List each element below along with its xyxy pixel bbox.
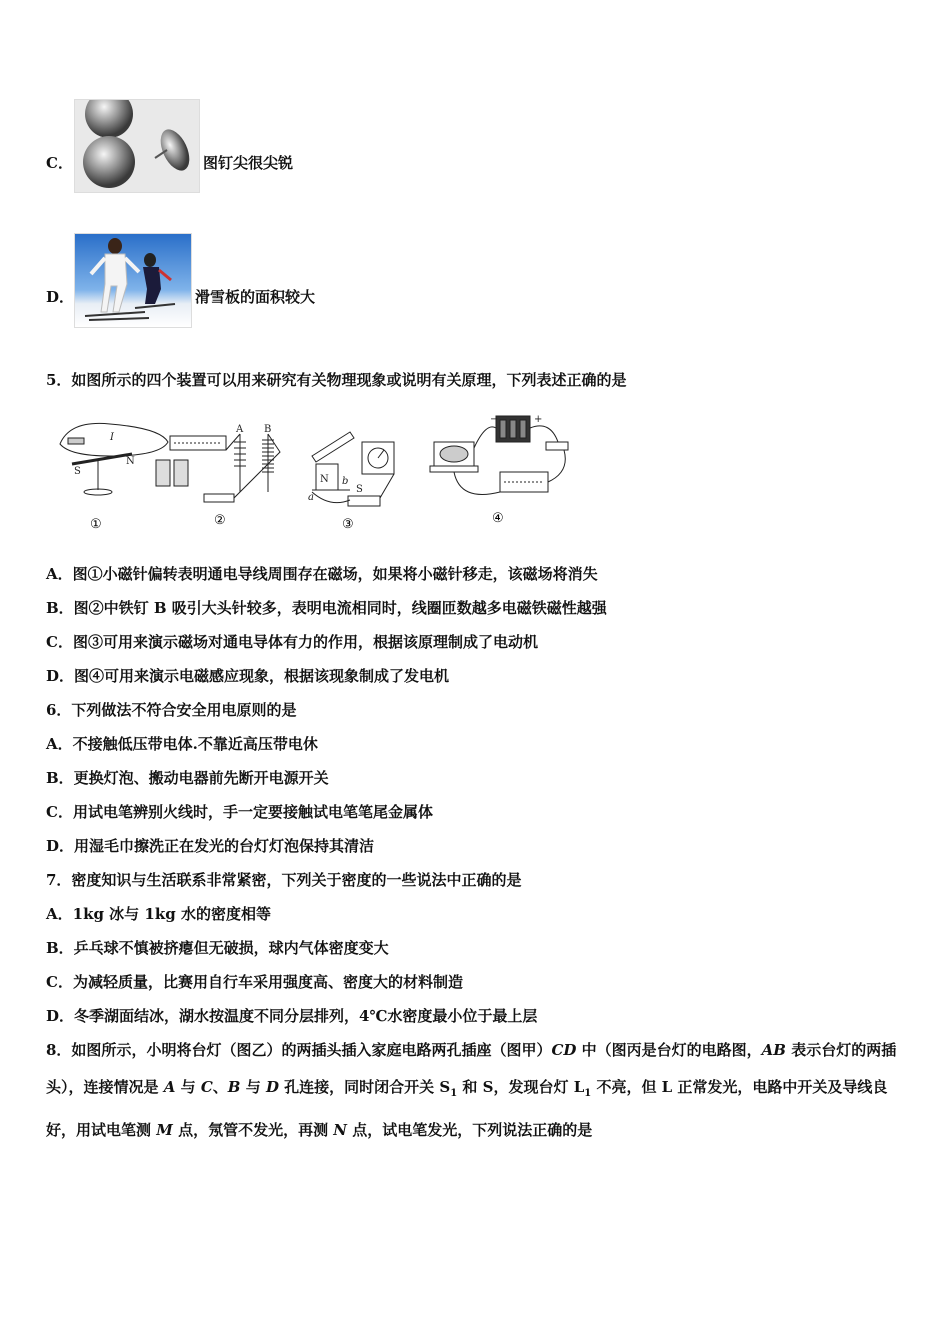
q6-option-c: C．用试电笔辨别火线时，手一定要接触试电笔笔尾金属体 (46, 803, 433, 821)
q7-option-a: A．1kg 冰与 1kg 水的密度相等 (46, 905, 271, 923)
skier-photo (74, 233, 192, 328)
q6-option-b: B．更换灯泡、搬动电器前先断开电源开关 (46, 769, 329, 787)
figure-4-motor (430, 414, 568, 495)
q6-option-a: A．不接触低压带电体.不靠近高压带电休 (46, 735, 318, 753)
fig4-label-minus: − (490, 414, 499, 425)
q5-option-b: B．图②中铁钉 B 吸引大头针较多，表明电流相同时，线圈匝数越多电磁铁磁性越强 (46, 599, 607, 617)
fig1-label-s: S (74, 466, 81, 477)
fig2-label-b: B (264, 424, 272, 435)
option-d-text: 滑雪板的面积较大 (195, 288, 316, 306)
q8-stem: 8．如图所示，小明将台灯（图乙）的两插头插入家庭电路两孔插座（图甲）CD 中（图丙是台灯的电路图，AB 表示台灯的两插头），连接情况是 A 与 C、B 与 D 孔连接，同时闭合开关 $S_1$ 和 S，发现台灯 $L_1$ 不亮，但 L 正常发光，电路中开关及导线良好，用试电笔测 M 点，氖管不发光，再测 N 点，试电笔发光，下列说法正确的是 (46, 1041, 897, 1139)
fig1-label-n: N (126, 456, 135, 467)
q6-stem: 6．下列做法不符合安全用电原则的是 (46, 701, 297, 719)
option-c-text: 图钉尖很尖锐 (203, 154, 294, 172)
fig2-label-a: A (236, 424, 244, 435)
q5-option-d: D．图④可用来演示电磁感应现象，根据该现象制成了发电机 (46, 667, 450, 685)
q5-option-a: A．图①小磁针偏转表明通电导线周围存在磁场，如果将小磁针移走，该磁场将消失 (46, 565, 598, 583)
fig3-caption: ③ (342, 517, 354, 532)
figure-1-oersted (60, 423, 168, 495)
fig4-label-plus: + (534, 414, 543, 425)
q6-option-d: D．用湿毛巾擦洗正在发光的台灯灯泡保持其清洁 (46, 837, 375, 855)
fig1-label-i: I (110, 432, 114, 443)
q7-option-b: B．乒乓球不慎被挤瘪但无破损，球内气体密度变大 (46, 939, 389, 957)
q7-stem: 7．密度知识与生活联系非常紧密，下列关于密度的一些说法中正确的是 (46, 871, 522, 889)
q5-figures (50, 412, 590, 537)
fig3-label-n: N (320, 474, 329, 485)
option-c-label: C． (46, 154, 73, 172)
q7-option-d: D．冬季湖面结冰，湖水按温度不同分层排列，4℃水密度最小位于最上层 (46, 1007, 538, 1025)
q7-option-c: C．为减轻质量，比赛用自行车采用强度高、密度大的材料制造 (46, 973, 463, 991)
fig4-caption: ④ (492, 511, 504, 526)
figure-3-conductor-in-field (308, 432, 394, 506)
fig2-caption: ② (214, 513, 226, 528)
fig1-caption: ① (90, 517, 102, 532)
fig3-label-a: a (308, 492, 314, 503)
fig3-label-b: b (342, 476, 349, 487)
thumbtack-photo (74, 99, 200, 193)
q5-stem: 5．如图所示的四个装置可以用来研究有关物理现象或说明有关原理，下列表述正确的是 (46, 371, 627, 389)
option-d-label: D． (46, 288, 75, 306)
figure-2-electromagnets (156, 424, 280, 502)
fig3-label-s: S (356, 484, 363, 495)
q5-option-c: C．图③可用来演示磁场对通电导体有力的作用，根据该原理制成了电动机 (46, 633, 538, 651)
